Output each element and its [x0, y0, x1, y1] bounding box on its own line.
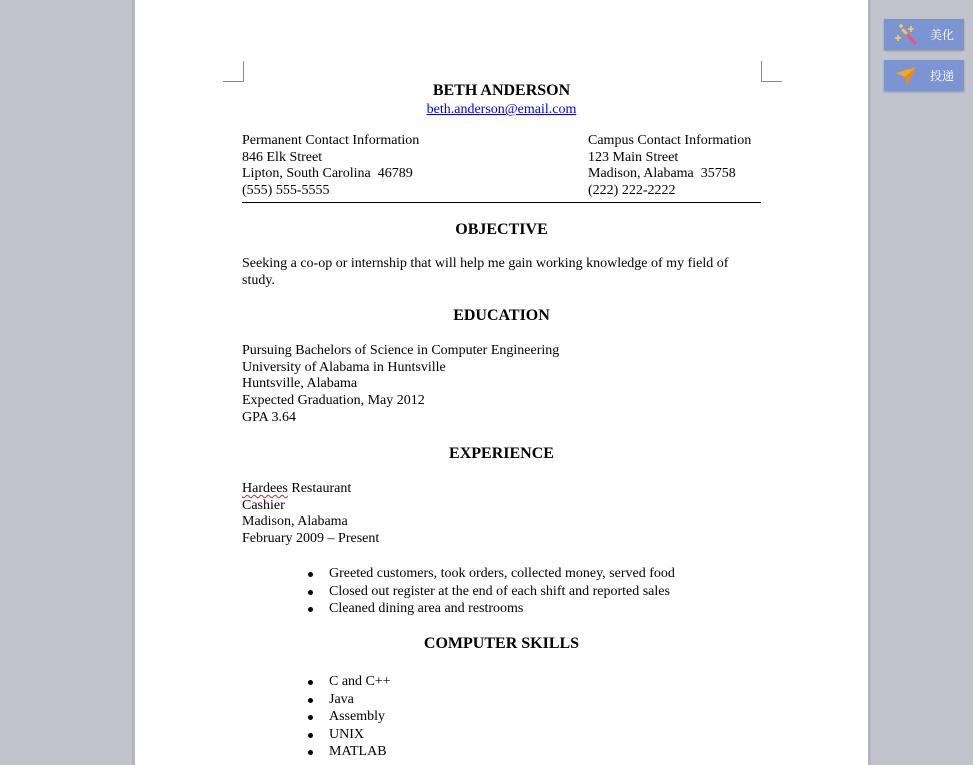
email-line	[242, 101, 761, 118]
bullet-icon	[308, 750, 313, 755]
permanent-contact-title: Permanent Contact Information	[242, 133, 420, 148]
campus-phone: (222) 222-2222	[588, 183, 676, 199]
document-page[interactable]	[135, 0, 868, 765]
skill-text: UNIX	[329, 726, 364, 742]
employer-suffix: Restaurant	[287, 481, 352, 496]
experience-details	[242, 481, 379, 548]
education-heading: EDUCATION	[453, 307, 550, 324]
job-dates: February 2009 – Present	[242, 531, 380, 547]
list-item	[304, 691, 391, 709]
list-item	[304, 565, 675, 583]
campus-city: Madison, Alabama 35758	[588, 166, 736, 182]
job-location: Madison, Alabama	[242, 514, 348, 530]
bullet-icon	[308, 590, 313, 595]
list-item	[304, 743, 391, 761]
employer	[242, 481, 379, 498]
magic-wand-icon	[892, 20, 922, 50]
paper-plane-icon	[892, 61, 922, 91]
skill-text: Assembly	[329, 709, 385, 724]
beautify-label: 美化	[930, 28, 955, 42]
bullet-icon	[308, 572, 313, 577]
duty-text: Closed out register at the end of each shift and reported sales	[329, 583, 670, 599]
list-item	[304, 600, 675, 618]
page-shadow-right	[868, 0, 871, 765]
education-line: Huntsville, Alabama	[242, 376, 358, 392]
deliver-label: 投递	[930, 69, 955, 83]
education-details	[242, 343, 559, 427]
education-line: Expected Graduation, May 2012	[242, 393, 425, 409]
skill-text: C and C++	[329, 674, 391, 689]
skill-text: MATLAB	[329, 744, 387, 759]
duty-text: Greeted customers, took orders, collected money, served food	[329, 566, 675, 581]
campus-street: 123 Main Street	[588, 149, 679, 165]
permanent-phone: (555) 555-5555	[242, 183, 330, 199]
campus-contact-title: Campus Contact Information	[588, 133, 752, 148]
position: Cashier	[242, 497, 285, 513]
bullet-icon	[308, 680, 313, 685]
list-item	[304, 708, 391, 726]
skills-heading: COMPUTER SKILLS	[423, 635, 580, 652]
bullet-icon	[308, 715, 313, 720]
permanent-city: Lipton, South Carolina 46789	[242, 166, 413, 182]
permanent-contact	[242, 133, 419, 200]
list-item	[304, 673, 391, 691]
bullet-icon	[308, 607, 313, 612]
campus-contact	[588, 133, 751, 200]
skill-text: Java	[329, 691, 354, 707]
experience-heading: EXPERIENCE	[449, 445, 554, 462]
crop-mark-top-left	[223, 61, 244, 82]
deliver-button[interactable]	[884, 60, 964, 91]
duty-text: Cleaned dining area and restrooms	[329, 601, 524, 616]
bullet-icon	[308, 733, 313, 738]
beautify-button[interactable]	[884, 19, 964, 50]
education-line: GPA 3.64	[242, 409, 296, 425]
bullet-icon	[308, 698, 313, 703]
contact-divider	[242, 202, 761, 203]
email-link[interactable]: beth.anderson@email.com	[426, 102, 577, 117]
resume-name: BETH ANDERSON	[432, 82, 571, 99]
crop-mark-top-right	[761, 61, 782, 82]
education-line: Pursuing Bachelors of Science in Computer Engineering	[242, 343, 560, 358]
objective-heading: OBJECTIVE	[455, 221, 548, 238]
list-item	[304, 583, 675, 601]
permanent-street: 846 Elk Street	[242, 149, 323, 165]
list-item	[304, 726, 391, 744]
employer-name-misspelled[interactable]: Hardees	[242, 481, 288, 496]
duties-list	[304, 565, 675, 618]
objective-text: Seeking a co-op or internship that will help me gain working knowledge of my field of study.	[242, 256, 729, 288]
education-line: University of Alabama in Huntsville	[242, 359, 446, 375]
skills-list	[304, 673, 391, 761]
